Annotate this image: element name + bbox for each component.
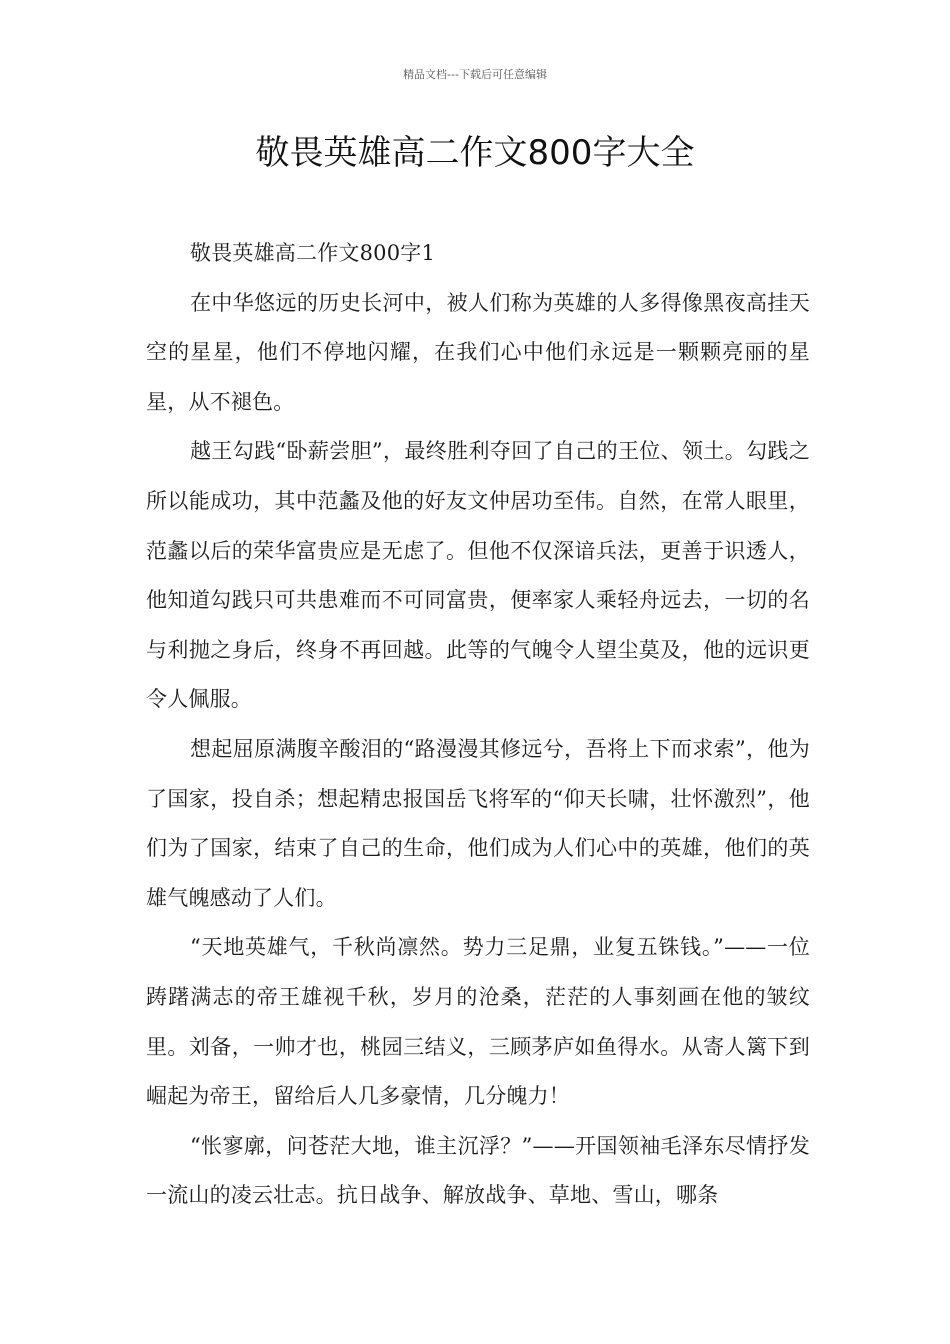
body-paragraph: “天地英雄气，千秋尚凛然。势力三足鼎，业复五铢钱。”——一位踌躇满志的帝王雄视千秋，岁月的沧桑，茫茫的人事刻画在他的皱纹里。刘备，一帅才也，桃园三结义，三顾茅庐如鱼得水。从寄人篱下到崛起为帝王，留给后人几多豪情，几分魄力！: [146, 935, 810, 1109]
body-paragraph: 想起屈原满腹辛酸泪的“路漫漫其修远兮，吾将上下而求索”，他为了国家，投自杀；想起精忠报国岳飞将军的“仰天长啸，壮怀激烈”，他们为了国家，结束了自己的生命，他们成为人们心中的英雄，他们的英雄气魄感动了人们。: [146, 736, 810, 910]
body-paragraph: “怅寥廓，问苍茫大地，谁主沉浮？”——开国领袖毛泽东尽情抒发一流山的凌云壮志。抗日战争、解放战争、草地、雪山，哪条: [146, 1133, 810, 1208]
body-paragraph: 越王勾践“卧薪尝胆”，最终胜利夺回了自己的王位、领土。勾践之所以能成功，其中范蠡及他的好友文仲居功至伟。自然，在常人眼里，范蠡以后的荣华富贵应是无虑了。但他不仅深谙兵法，更善于识透人，他知道勾践只可共患难而不可同富贵，便率家人乘轻舟远去，一切的名与利抛之身后，终身不再回越。此等的气魄令人望尘莫及，他的远识更令人佩服。: [146, 439, 810, 712]
body-paragraph: 在中华悠远的历史长河中，被人们称为英雄的人多得像黑夜高挂天空的星星，他们不停地闪耀，在我们心中他们永远是一颗颗亮丽的星星，从不褪色。: [146, 290, 810, 414]
subtitle-paragraph: 敬畏英雄高二作文800字1: [190, 241, 436, 265]
document-body: [146, 229, 810, 1221]
document-title: 敬畏英雄高二作文800字大全: [255, 133, 695, 173]
page-header: 精品文档---下载后可任意编辑: [403, 68, 547, 81]
